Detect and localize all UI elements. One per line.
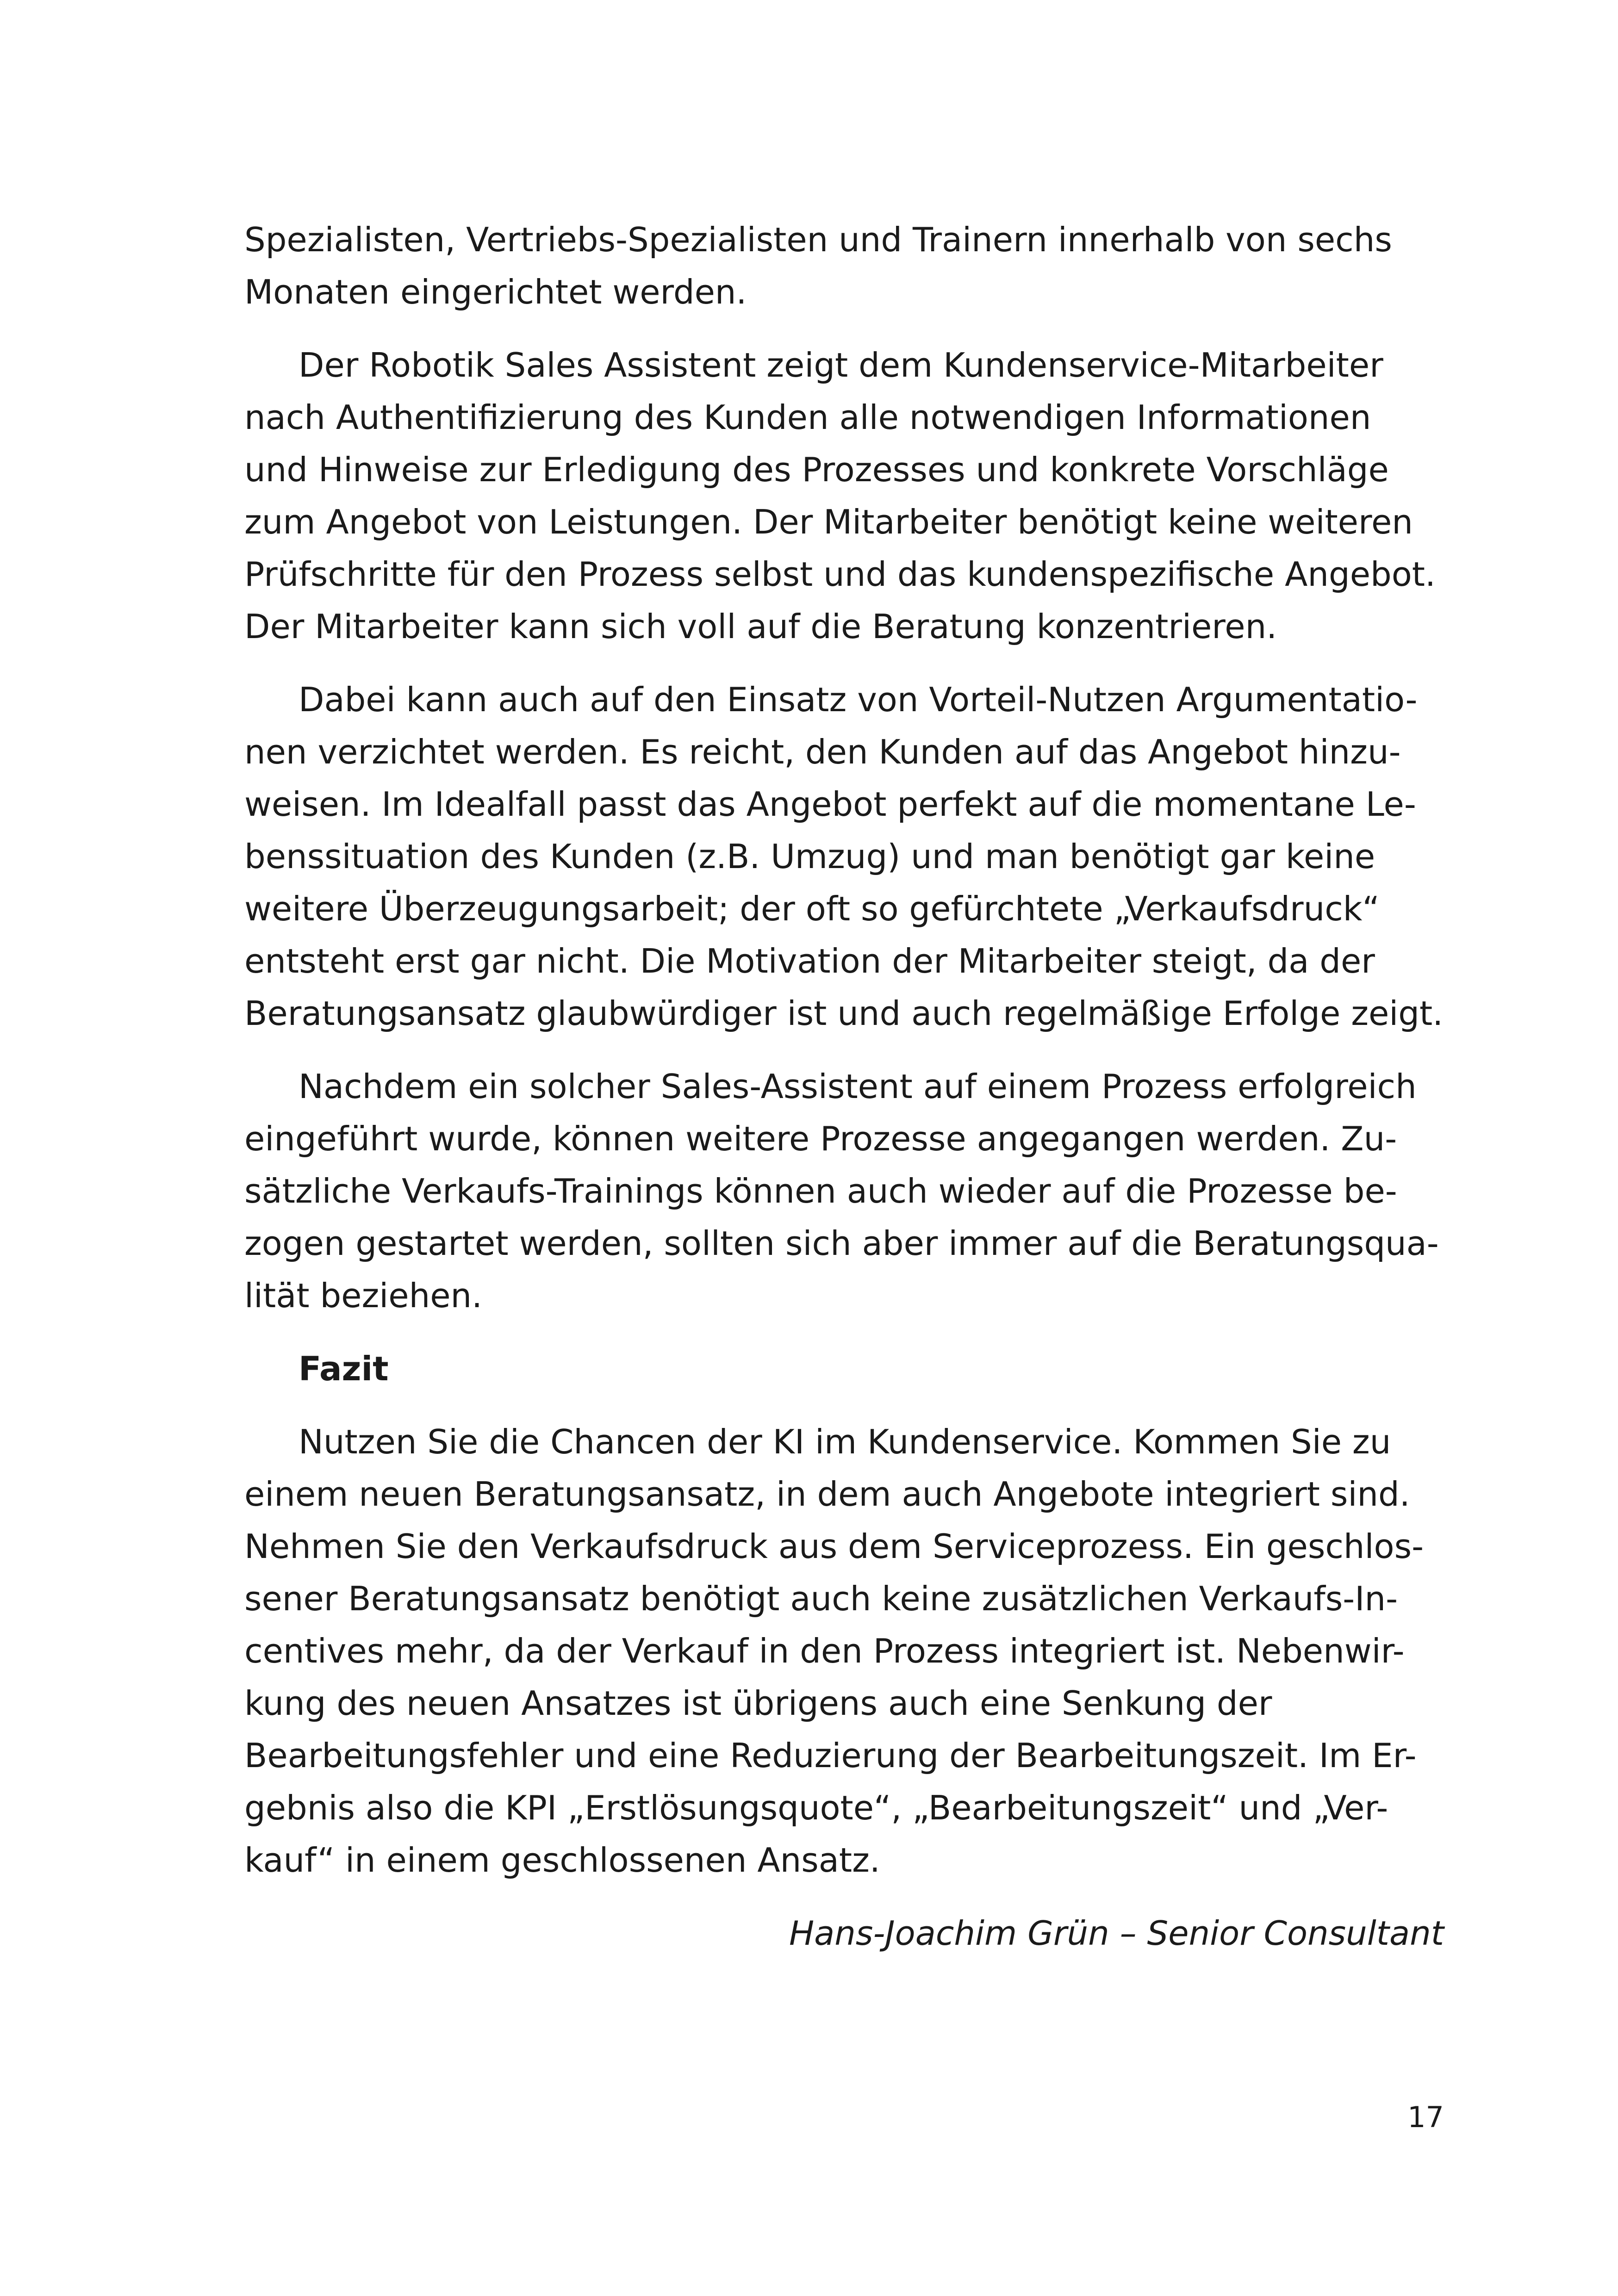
text-line: sätzliche Verkaufs-Trainings können auch wieder auf die Prozesse be- (244, 1172, 1397, 1210)
text-line: Der Mitarbeiter kann sich voll auf die Beratung konzentrieren. (244, 607, 1277, 646)
text-line: zogen gestartet werden, sollten sich aber immer auf die Beratungsqua- (244, 1224, 1439, 1263)
paragraph-4 (244, 1061, 1444, 1322)
text-line: nach Authentifizierung des Kunden alle notwendigen Informationen (244, 398, 1371, 437)
text-line: Bearbeitungsfehler und eine Reduzierung der Bearbeitungszeit. Im Er- (244, 1736, 1417, 1775)
text-line: Beratungsansatz glaubwürdiger ist und auch regelmäßige Erfolge zeigt. (244, 994, 1444, 1033)
text-line: Nutzen Sie die Chancen der KI im Kundenservice. Kommen Sie zu (299, 1422, 1391, 1461)
text-line: lität beziehen. (244, 1276, 483, 1315)
author-signature: Hans-Joachim Grün – Senior Consultant (789, 1914, 1444, 1953)
text-line: benssituation des Kunden (z.B. Umzug) und man benötigt gar keine (244, 837, 1375, 876)
text-line: Monaten eingerichtet werden. (244, 273, 747, 311)
text-line: weitere Überzeugungsarbeit; der oft so gefürchtete „Verkaufsdruck“ (244, 889, 1380, 928)
text-line: und Hinweise zur Erledigung des Prozesses und konkrete Vorschläge (244, 450, 1389, 489)
text-line: kauf“ in einem geschlossenen Ansatz. (244, 1841, 880, 1880)
text-line: kung des neuen Ansatzes ist übrigens auch eine Senkung der (244, 1684, 1272, 1723)
text-line: Dabei kann auch auf den Einsatz von Vorteil-Nutzen Argumentatio- (299, 680, 1418, 719)
paragraph-2 (244, 339, 1444, 653)
text-line: einem neuen Beratungsansatz, in dem auch Angebote integriert sind. (244, 1475, 1410, 1514)
paragraph-3 (244, 674, 1444, 1040)
text-line: gebnis also die KPI „Erstlösungsquote“, „Bearbeitungszeit“ und „Ver- (244, 1788, 1388, 1827)
text-line: Nachdem ein solcher Sales-Assistent auf einem Prozess erfolgreich (299, 1067, 1417, 1106)
section-heading: Fazit (299, 1349, 389, 1388)
page-number: 17 (1407, 2100, 1444, 2134)
body-text (244, 214, 1444, 1960)
text-line: Nehmen Sie den Verkaufsdruck aus dem Serviceprozess. Ein geschlos- (244, 1527, 1424, 1566)
text-line: nen verzichtet werden. Es reicht, den Kunden auf das Angebot hinzu- (244, 732, 1401, 771)
text-line: Prüfschritte für den Prozess selbst und das kundenspezifische Angebot. (244, 555, 1436, 594)
paragraph-1 (244, 214, 1444, 318)
text-line: Spezialisten, Vertriebs-Spezialisten und Trainern innerhalb von sechs (244, 220, 1392, 259)
text-line: sener Beratungsansatz benötigt auch keine zusätzlichen Verkaufs-In- (244, 1579, 1398, 1618)
text-line: Der Robotik Sales Assistent zeigt dem Kundenservice-Mitarbeiter (299, 346, 1383, 385)
text-line: centives mehr, da der Verkauf in den Prozess integriert ist. Nebenwir- (244, 1632, 1405, 1670)
paragraph-5 (244, 1416, 1444, 1886)
text-line: eingeführt wurde, können weitere Prozesse angegangen werden. Zu- (244, 1119, 1397, 1158)
text-line: entsteht erst gar nicht. Die Motivation der Mitarbeiter steigt, da der (244, 942, 1375, 980)
text-line: weisen. Im Idealfall passt das Angebot perfekt auf die momentane Le- (244, 785, 1416, 824)
text-line: zum Angebot von Leistungen. Der Mitarbeiter benötigt keine weiteren (244, 503, 1413, 541)
